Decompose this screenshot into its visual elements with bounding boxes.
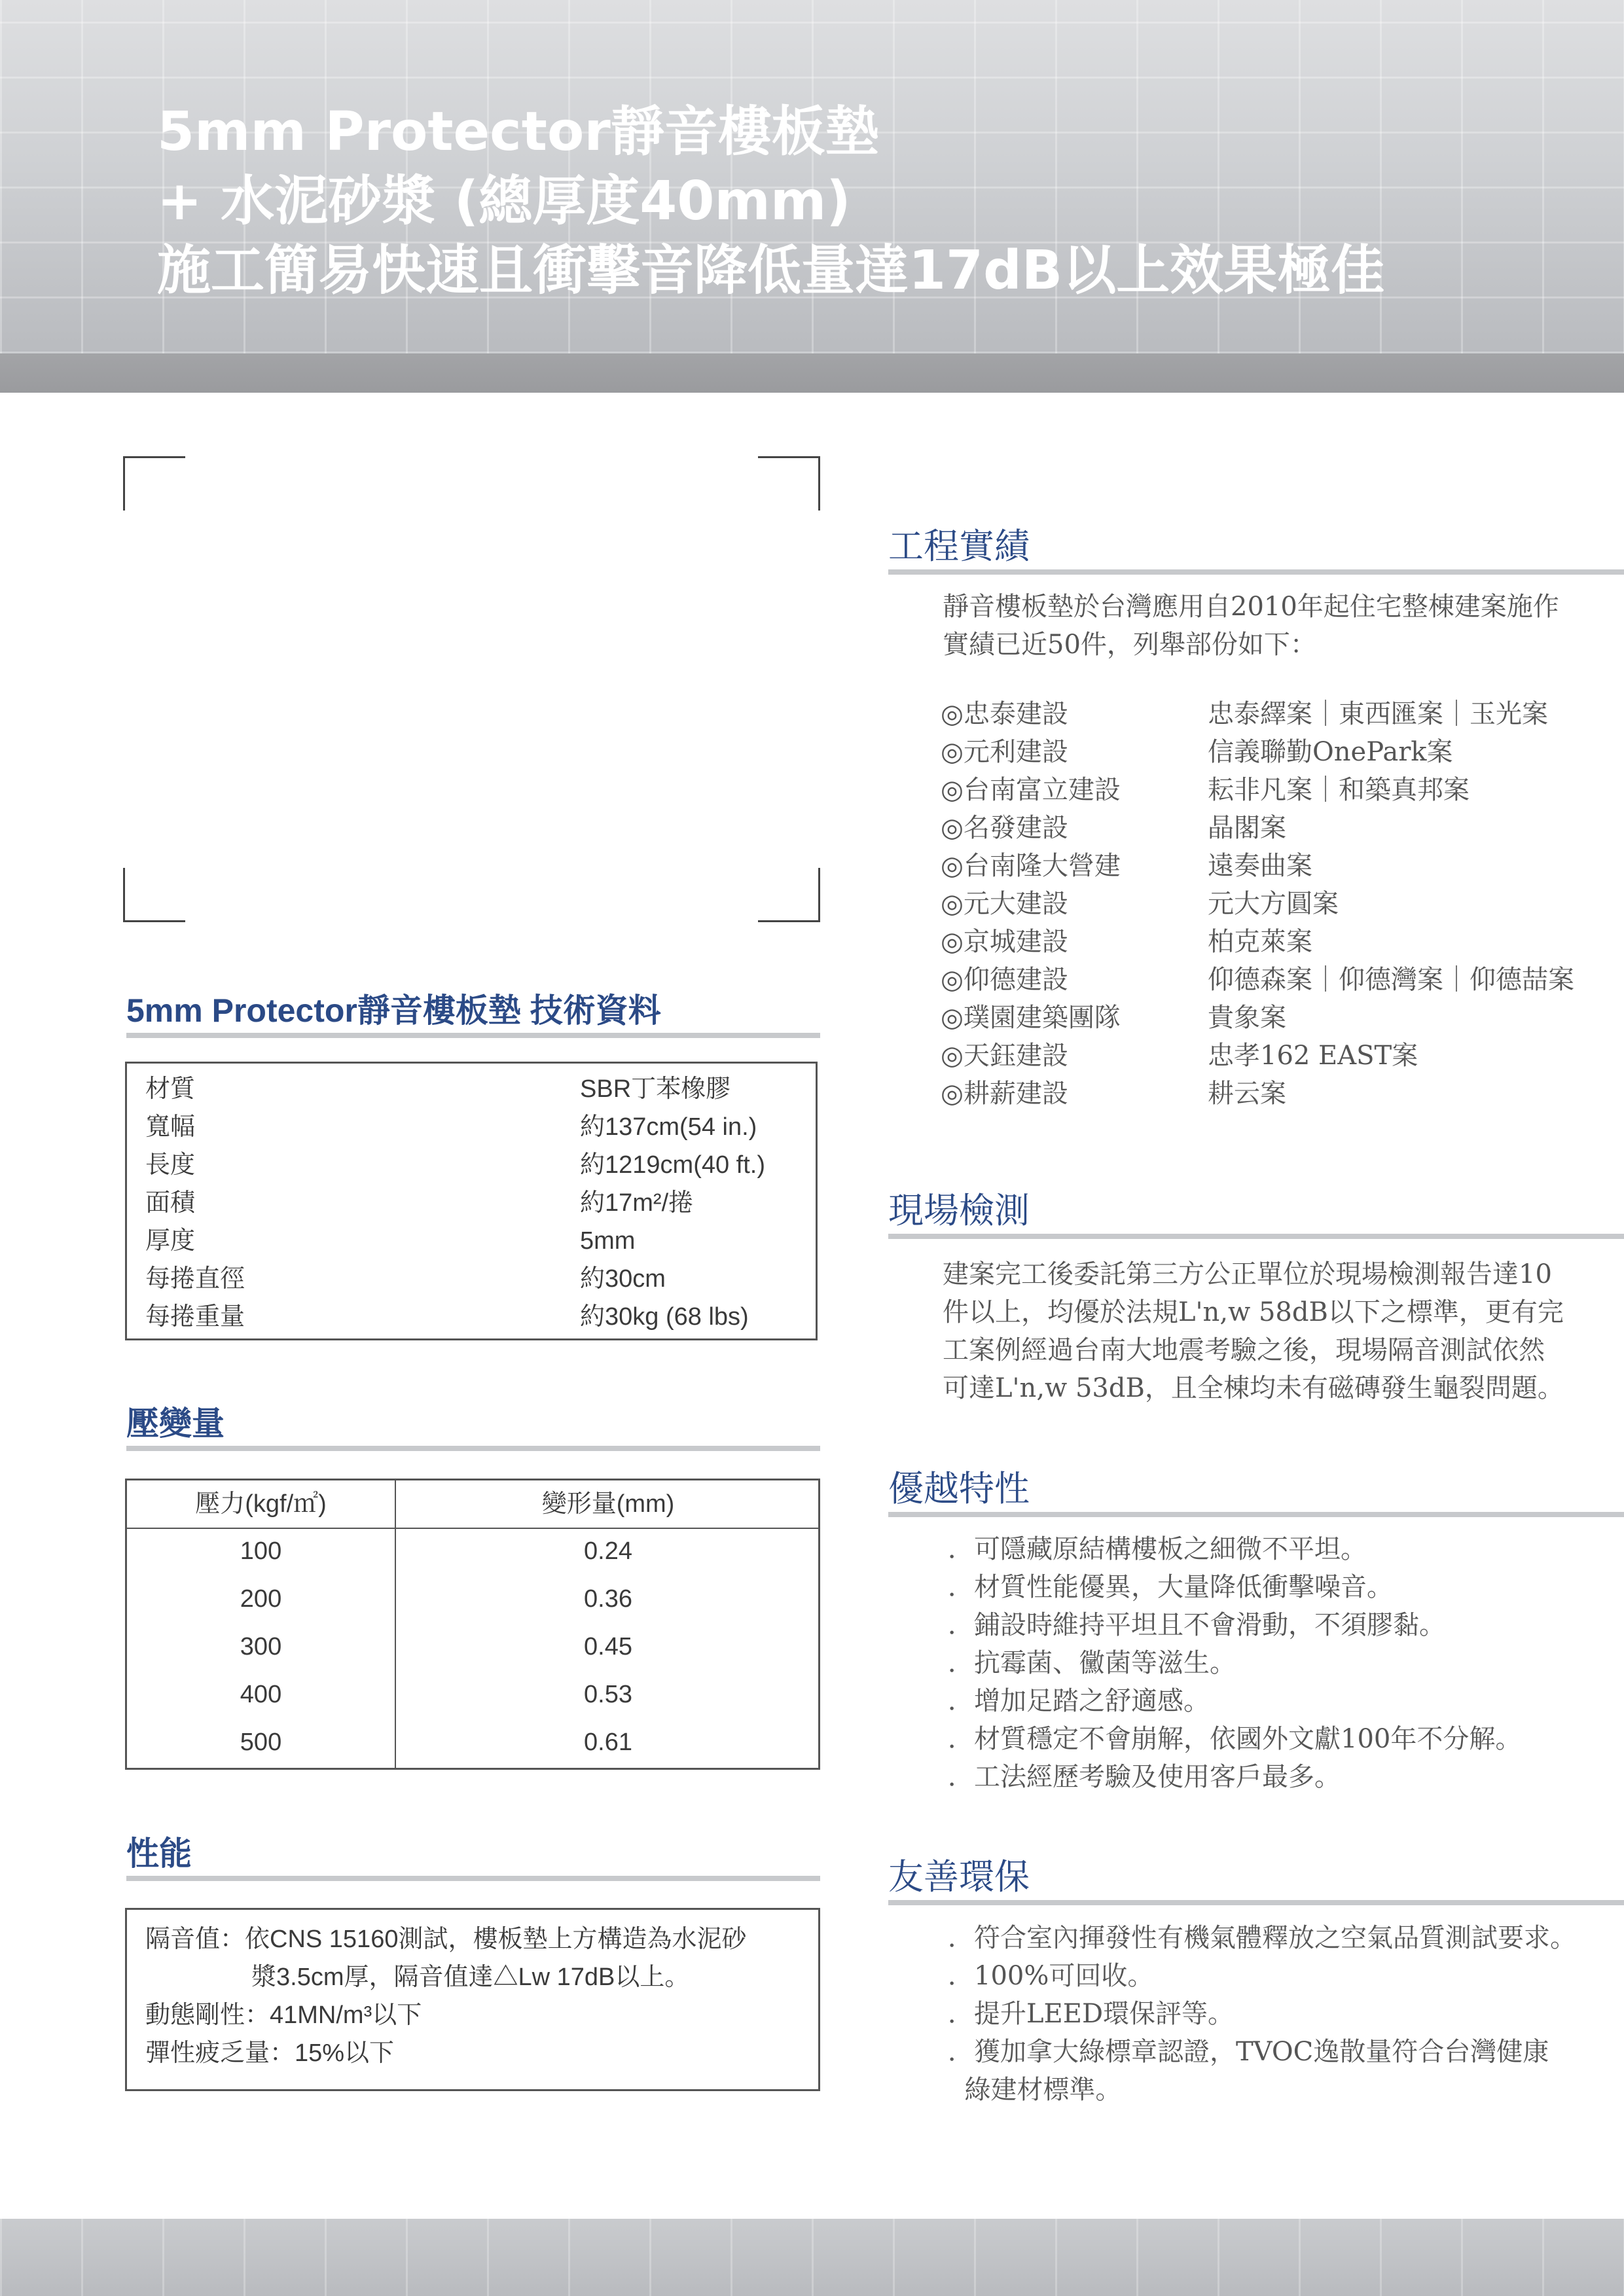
project-cases: 貴象案 [1208,1003,1286,1033]
project-cases: 耕云案 [1208,1079,1286,1109]
spec-value: 約30kg (68 lbs) [580,1303,749,1331]
project-cases: 忠泰繹案｜東西匯案｜玉光案 [1208,699,1548,729]
compression-table [125,1479,820,1770]
table-header-pressure: 壓力(kgf/㎡) [195,1490,327,1518]
feature-item: ．可隱藏原結構樓板之細微不平坦。 [948,1534,1367,1564]
eco-item: 綠建材標準。 [948,2075,1122,2105]
compression-title: 壓變量 [126,1403,820,1451]
performance-line: 彈性疲乏量：15%以下 [145,2039,395,2067]
headline-line-1: 5mm Protector靜音樓板墊 [157,101,879,163]
performance-box [125,1908,820,2091]
table-cell: 300 [240,1633,282,1660]
header-banner [0,0,1624,353]
table-cell: 0.45 [584,1633,632,1660]
project-cases: 晶閣案 [1208,813,1286,843]
table-cell: 0.24 [584,1537,632,1565]
project-company: ◎名發建設 [941,813,1068,843]
project-cases: 忠孝162 EAST案 [1208,1041,1418,1071]
spec-row [127,1222,816,1260]
feature-item: ．增加足踏之舒適感。 [948,1686,1210,1716]
spec-key: 每捲直徑 [145,1265,245,1293]
project-company: ◎元大建設 [941,889,1068,919]
eco-title: 友善環保 [888,1854,1624,1905]
headline-line-2: + 水泥砂漿 (總厚度40mm) [157,170,851,232]
eco-item: ．符合室內揮發性有機氣體釋放之空氣品質測試要求。 [948,1923,1576,1953]
feature-item: ．抗霉菌、黴菌等滋生。 [948,1648,1236,1678]
footer-band [0,2219,1624,2296]
project-company: ◎京城建設 [941,927,1068,957]
table-cell: 200 [240,1585,282,1613]
spec-value: 約1219cm(40 ft.) [580,1151,765,1179]
eco-item: ．獲加拿大綠標章認證，TVOC逸散量符合台灣健康 [948,2037,1549,2067]
tech-spec-title: 5mm Protector靜音樓板墊 技術資料 [126,990,820,1038]
feature-item: ．鋪設時維持平坦且不會滑動，不須膠黏。 [948,1610,1445,1640]
spec-key: 寬幅 [145,1113,196,1141]
spec-row [127,1108,816,1146]
performance-line: 動態剛性：41MN/m³以下 [145,2001,422,2029]
spec-row [127,1260,816,1298]
table-header-deformation: 變形量(mm) [541,1490,675,1518]
spec-value: SBR丁苯橡膠 [580,1075,731,1103]
project-cases: 柏克萊案 [1208,927,1312,957]
features-title: 優越特性 [888,1466,1624,1517]
tech-spec-box [125,1062,818,1340]
project-company: ◎璞園建築團隊 [941,1003,1121,1033]
onsite-line: 建案完工後委託第三方公正單位於現場檢測報告達10 [943,1259,1552,1289]
header-strip [0,353,1624,393]
project-cases: 耘非凡案｜和築真邦案 [1208,775,1470,805]
performance-line: 隔音值：依CNS 15160測試，樓板墊上方構造為水泥砂 [145,1926,747,1953]
table-cell: 400 [240,1681,282,1708]
feature-item: ．工法經歷考驗及使用客戶最多。 [948,1762,1341,1792]
spec-key: 長度 [145,1151,196,1179]
performance-line: 漿3.5cm厚，隔音值達△Lw 17dB以上。 [251,1964,690,1991]
project-cases: 仰德森案｜仰德灣案｜仰德喆案 [1208,965,1574,995]
eco-item: ．提升LEED環保評等。 [948,1999,1235,2029]
projects-intro-line: 靜音樓板墊於台灣應用自2010年起住宅整棟建案施作 [943,592,1559,622]
project-company: ◎耕薪建設 [941,1079,1068,1109]
spec-key: 面積 [145,1189,196,1217]
crop-mark-top-left [123,456,185,511]
headline-line-3: 施工簡易快速且衝擊音降低量達17dB以上效果極佳 [157,240,1385,302]
projects-intro-line: 實績已近50件，列舉部份如下： [943,630,1316,660]
table-cell: 500 [240,1729,282,1756]
project-company: ◎忠泰建設 [941,699,1068,729]
spec-row [127,1146,816,1184]
table-cell: 0.53 [584,1681,632,1708]
crop-mark-top-right [758,456,820,511]
spec-value: 5mm [580,1227,636,1255]
spec-row [127,1070,816,1108]
project-company: ◎天鈺建設 [941,1041,1068,1071]
eco-item: ．100%可回收。 [948,1961,1154,1991]
onsite-title: 現場檢測 [888,1188,1624,1239]
onsite-line: 工案例經過台南大地震考驗之後，現場隔音測試依然 [943,1335,1545,1365]
project-cases: 元大方圓案 [1208,889,1339,919]
spec-value: 約137cm(54 in.) [580,1113,757,1141]
project-company: ◎台南隆大營建 [941,851,1121,881]
table-cell: 0.36 [584,1585,632,1613]
table-cell: 0.61 [584,1729,632,1756]
project-company: ◎台南富立建設 [941,775,1121,805]
spec-value: 約17m²/捲 [580,1189,694,1217]
spec-key: 每捲重量 [145,1303,245,1331]
spec-value: 約30cm [580,1265,666,1293]
spec-row [127,1184,816,1222]
table-cell: 100 [240,1537,282,1565]
spec-key: 材質 [145,1075,196,1103]
project-company: ◎仰德建設 [941,965,1068,995]
performance-title: 性能 [126,1833,820,1881]
onsite-line: 可達L'n,w 53dB，且全棟均未有磁磚發生龜裂問題。 [943,1373,1564,1403]
projects-title: 工程實績 [888,524,1624,575]
spec-key: 厚度 [145,1227,196,1255]
project-company: ◎元利建設 [941,737,1068,767]
spec-row [127,1298,816,1336]
feature-item: ．材質性能優異，大量降低衝擊噪音。 [948,1572,1393,1602]
crop-mark-bottom-left [123,868,185,922]
onsite-line: 件以上，均優於法規L'n,w 58dB以下之標準，更有完 [943,1297,1564,1327]
project-cases: 遠奏曲案 [1208,851,1312,881]
feature-item: ．材質穩定不會崩解，依國外文獻100年不分解。 [948,1724,1522,1754]
crop-mark-bottom-right [758,868,820,922]
project-cases: 信義聯勤OnePark案 [1208,737,1453,767]
